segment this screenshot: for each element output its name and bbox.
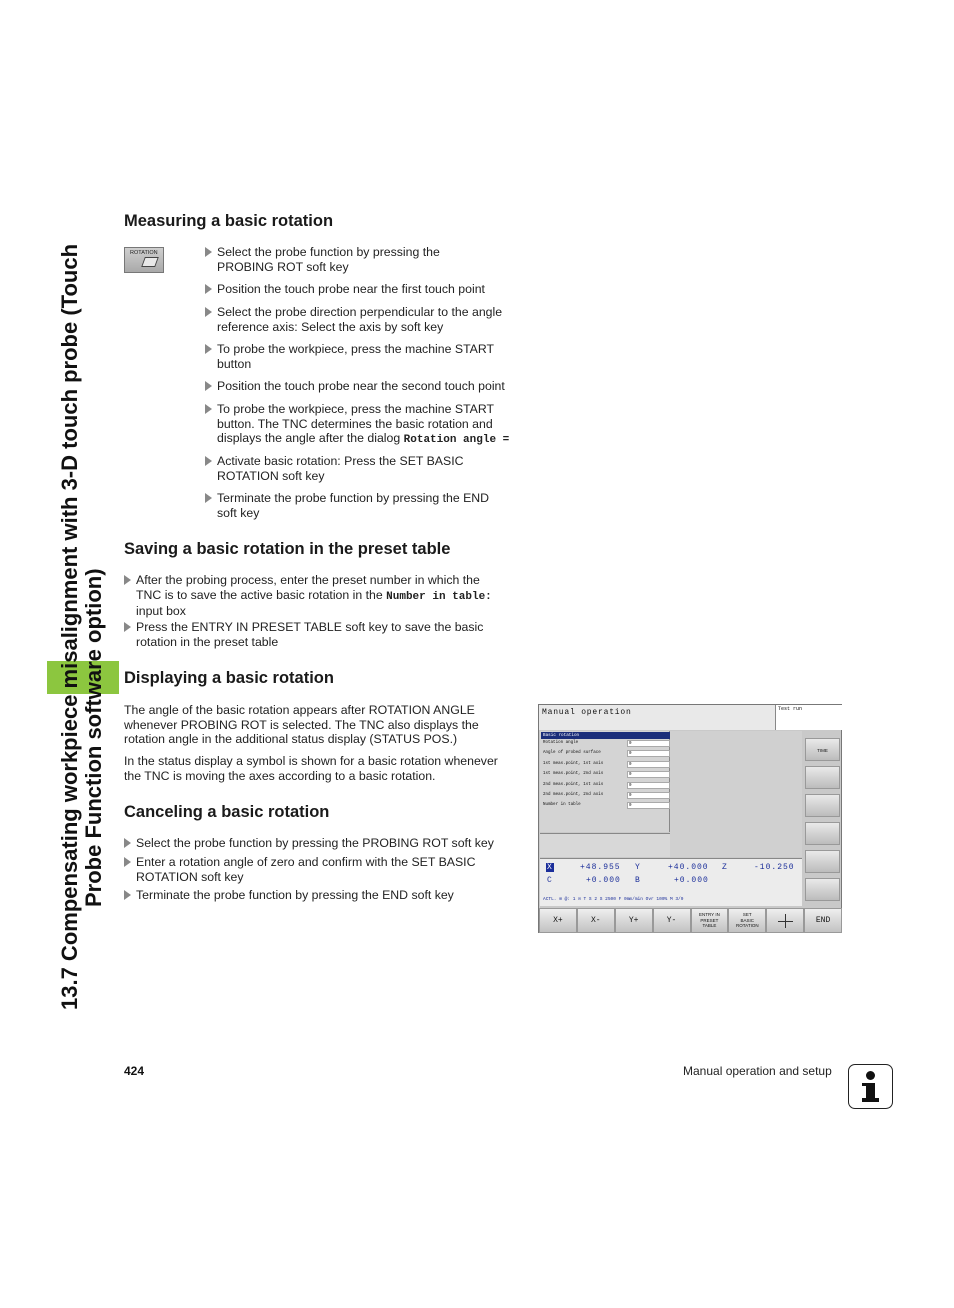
bullet-triangle-icon (205, 456, 212, 466)
axis-b-value: +0.000 (674, 876, 709, 885)
axis-x-label: X (547, 863, 553, 872)
bullet-triangle-icon (205, 307, 212, 317)
bullet-triangle-icon (124, 575, 131, 585)
side-softkey-3[interactable] (805, 794, 840, 817)
list-item: Enter a rotation angle of zero and confirm with the SET BASIC ROTATION soft key (124, 855, 475, 884)
page-number: 424 (124, 1064, 145, 1078)
side-softkey-2[interactable] (805, 766, 840, 789)
x-plus-softkey[interactable]: X+ (539, 908, 577, 933)
list-item: To probe the workpiece, press the machine START button. The TNC determines the basic rotation and displays the angle after the dialog Rotation angle = (205, 402, 509, 448)
form-row: Number in table 0 (543, 801, 670, 810)
dialog-code: Rotation angle = (403, 434, 510, 447)
info-icon (848, 1064, 893, 1109)
bullet-triangle-icon (205, 381, 212, 391)
bullet-triangle-icon (124, 890, 131, 900)
probe-crosshair-softkey[interactable] (766, 908, 804, 933)
heading-canceling: Canceling a basic rotation (124, 803, 330, 821)
bullet-triangle-icon (124, 838, 131, 848)
screen-title-bar (539, 705, 776, 730)
axis-x-value: +48.955 (580, 863, 621, 872)
rotation-softkey-label: ROTATION (130, 250, 158, 256)
side-title-line2: Probe Function software option) (81, 568, 106, 907)
form-header: Basic rotation (541, 732, 670, 739)
rotation-icon (141, 257, 159, 267)
form-row: Rotation angle 0 (543, 739, 670, 748)
screen-title: Manual operation (542, 708, 632, 717)
bullet-triangle-icon (205, 344, 212, 354)
status-line: ACTL. ⊞ @: 1 ⊡ T S 2 S 2500 F 0mm/min Ovr 100% M 3/9 (543, 897, 684, 902)
axis-y-value: +40.000 (668, 863, 709, 872)
y-minus-softkey[interactable]: Y- (653, 908, 691, 933)
form-row: 2nd meas.point, 2nd axis 0 (543, 791, 670, 800)
bullet-triangle-icon (205, 404, 212, 414)
list-item: Position the touch probe near the first touch point (205, 282, 485, 297)
list-item: Select the probe function by pressing the PROBING ROT soft key (205, 245, 440, 274)
list-item: Select the probe direction perpendicular to the angle reference axis: Select the axis by soft key (205, 305, 502, 334)
list-item: To probe the workpiece, press the machine START button (205, 342, 494, 371)
mode-label: Test run (778, 706, 803, 712)
list-item: After the probing process, enter the preset number in which the TNC is to save the active basic rotation in the Number in table: input box (124, 573, 492, 619)
side-title-line1: 13.7 Compensating workpiece misalignment with 3-D touch probe (Touch (57, 243, 82, 1010)
point1-axis1-field[interactable]: 0 (627, 761, 670, 768)
bullet-triangle-icon (205, 247, 212, 257)
axis-c-value: +0.000 (586, 876, 621, 885)
chapter-title: Manual operation and setup (683, 1064, 832, 1078)
bullet-triangle-icon (124, 857, 131, 867)
axis-y-label: Y (635, 863, 641, 872)
time-softkey[interactable]: TIME (805, 738, 840, 761)
form-row: Angle of probed surface 0 (543, 749, 670, 758)
axis-z-value: -10.250 (754, 863, 795, 872)
list-item: Terminate the probe function by pressing the END soft key (205, 491, 489, 520)
side-softkey-5[interactable] (805, 850, 840, 873)
x-minus-softkey[interactable]: X- (577, 908, 615, 933)
tnc-screenshot (538, 704, 842, 933)
bullet-triangle-icon (205, 284, 212, 294)
side-title (0, 0, 120, 1040)
softkey-row (539, 908, 842, 933)
side-softkey-4[interactable] (805, 822, 840, 845)
form-row: 1st meas.point, 2nd axis 0 (543, 770, 670, 779)
heading-displaying: Displaying a basic rotation (124, 669, 334, 687)
form-row: 2nd meas.point, 1st axis 0 (543, 781, 670, 790)
bullet-triangle-icon (205, 493, 212, 503)
side-softkey-6[interactable] (805, 878, 840, 901)
point2-axis1-field[interactable]: 0 (627, 782, 670, 789)
y-plus-softkey[interactable]: Y+ (615, 908, 653, 933)
heading-saving: Saving a basic rotation in the preset table (124, 540, 451, 558)
form-lower-panel (540, 833, 670, 857)
number-in-table-code: Number in table: (386, 590, 492, 603)
set-basic-rotation-softkey[interactable]: SET BASIC ROTATION (728, 908, 766, 933)
point1-axis2-field[interactable]: 0 (627, 771, 670, 778)
rotation-softkey-image (124, 247, 164, 273)
list-item: Activate basic rotation: Press the SET BASIC ROTATION soft key (205, 454, 464, 483)
probed-surface-field[interactable]: 0 (627, 750, 670, 757)
end-softkey[interactable]: END (804, 908, 842, 933)
number-in-table-field[interactable]: 0 (627, 802, 670, 809)
mode-box (776, 705, 842, 730)
paragraph: In the status display a symbol is shown for a basic rotation whenever the TNC is moving the axes according to a basic rotation. (124, 754, 498, 783)
paragraph: The angle of the basic rotation appears after ROTATION ANGLE whenever PROBING ROT is selected. The TNC also displays the rotation angle in the additional status display (STATUS POS.) (124, 703, 479, 747)
list-item: Select the probe function by pressing the PROBING ROT soft key (124, 836, 494, 851)
list-item: Press the ENTRY IN PRESET TABLE soft key to save the basic rotation in the preset table (124, 620, 483, 649)
bullet-triangle-icon (124, 622, 131, 632)
heading-measuring: Measuring a basic rotation (124, 212, 334, 230)
point2-axis2-field[interactable]: 0 (627, 792, 670, 799)
list-item: Terminate the probe function by pressing the END soft key (124, 888, 454, 903)
position-display (540, 858, 802, 906)
basic-rotation-form (540, 731, 670, 832)
screen-graphics-area (670, 731, 802, 857)
axis-c-label: C (547, 876, 553, 885)
axis-b-label: B (635, 876, 641, 885)
form-row: 1st meas.point, 1st axis 0 (543, 760, 670, 769)
vertical-softkeys (803, 731, 842, 906)
axis-z-label: Z (722, 863, 728, 872)
entry-in-preset-table-softkey[interactable]: ENTRY IN PRESET TABLE (691, 908, 729, 933)
rotation-angle-field[interactable]: 0 (627, 740, 670, 747)
list-item: Position the touch probe near the second touch point (205, 379, 505, 394)
